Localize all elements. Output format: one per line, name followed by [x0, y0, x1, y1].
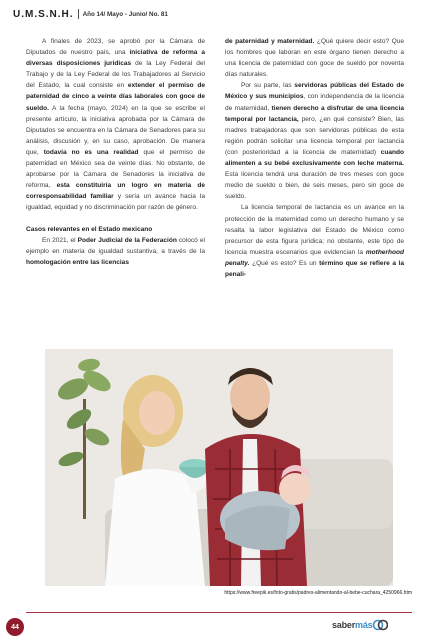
sabermas-logo: [332, 617, 388, 633]
publication-brand: U.M.S.N.H.: [13, 8, 74, 20]
left-paragraph-1: A finales de 2023, se aprobó por la Cámara de Diputados de nuestro país, una iniciativa de reforma a diversas disposiciones jurídicas de la Ley Federal del Trabajo y de la Ley Federal de los Trabajadores al Servicio del Estado, la cual consiste en extender el permiso de paternidad de cinco a veinte días laborales con goce de sueldo. A la fecha (mayo, 2024) en la que se escribe el presente artículo, la iniciativa aprobada por la Cámara de Diputados se encuentra en la Cámara de Senadores para su análisis, discusión y, en su caso, aprobación. De manera que, todavía no es una realidad que el permiso de paternidad en México sea de veinte días. No obstante, de aprobarse por la Cámara de Senadores la iniciativa de reforma, esta constituiría un logro en materia de corresponsabilidad familiar y sería un avance hacia la igualdad, equidad y no discriminación por razón de género.: [26, 38, 206, 212]
logo-mark-icon: [372, 617, 388, 633]
header-divider: [78, 9, 79, 19]
issue-info: Año 14/ Mayo - Junio/ No. 81: [82, 10, 168, 18]
page-number: 44: [6, 618, 24, 636]
left-column: [26, 36, 205, 268]
page-header: [13, 7, 433, 21]
footer-divider: [26, 612, 412, 613]
logo-saber-text: saber: [332, 620, 356, 630]
right-paragraph-1: de paternidad y maternidad. ¿Qué quiere decir esto? Que los hombres que laboran en este órgano tienen derecho a una licencia de paternidad con goce de sueldo por noventa días naturales.: [225, 38, 405, 79]
left-paragraph-2: En 2021, el Poder Judicial de la Federación colocó el ejemplo en materia de igualdad sustantiva, a través de la homologación entre las licencias: [26, 236, 205, 266]
right-paragraph-3: La licencia temporal de lactancia es un avance en la protección de la maternidad como un derecho humano y se resalta la labor legislativa del Estado de México como precursor de esta figura jurídica; no obstante, este tipo de licencia muestra escenarios que evidencian la motherhood penalty. ¿Qué es esto? Es un término que se refiere a la penali-: [225, 204, 404, 278]
family-photo: [45, 349, 393, 586]
photo-caption: https://www.freepik.es/foto-gratis/padres-alimentando-al-bebe-cuchara_4250966.htm: [224, 590, 412, 596]
section-subtitle: Casos relevantes en el Estado mexicano: [26, 225, 153, 233]
right-paragraph-2: Por su parte, las servidoras públicas del Estado de México y sus municipios, con independencia de la licencia de maternidad, tienen derecho a disfrutar de una licencia temporal por lactancia, pero, ¿en qué consiste? Bien, las madres trabajadoras que son servidoras públicas de esta región podrán solicitar una licencia temporal por lactancia (con posterioridad a la licencia de maternidad) cuando alimenten a su bebé exclusivamente con leche materna. Esta licencia tendrá una duración de tres meses con goce medio de sueldo o bien, de seis meses, pero sin goce de sueldo.: [225, 82, 404, 201]
family-photo-illustration: [45, 349, 393, 586]
logo-mas-text: más: [355, 620, 373, 630]
right-column: [225, 36, 404, 280]
